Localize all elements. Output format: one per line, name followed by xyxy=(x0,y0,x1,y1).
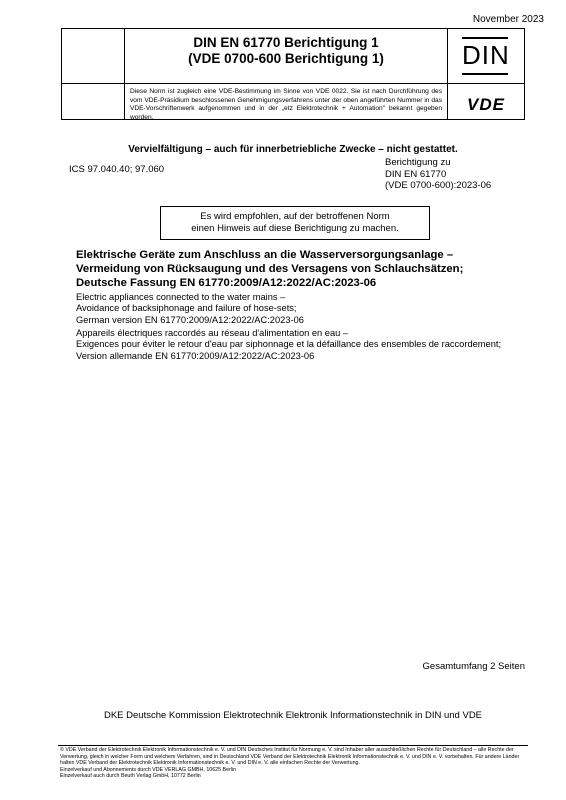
title-french-line1: Appareils électriques raccordés au réseau d'alimentation en eau – xyxy=(76,328,349,338)
header-box xyxy=(61,28,525,120)
recommendation-box xyxy=(160,206,430,240)
footer-sales-vde: Einzelverkauf und Abonnements durch VDE VERLAG GMBH, 10625 Berlin xyxy=(60,766,237,773)
header-divider-right xyxy=(447,29,448,119)
correction-line2: DIN EN 61770 xyxy=(385,168,447,180)
vde-notice: Diese Norm ist zugleich eine VDE-Bestimmung im Sinne von VDE 0022. Sie ist nach Durchführung des vom VDE-Präsidium beschlossenen Genehmigungsverfahrens unter der oben angeführten Nummer in das VDE-Vorschriftenwerk aufgenommen und in der „etz Elektrotechnik + Automation" bekannt gegeben worden. xyxy=(130,88,442,121)
footer xyxy=(60,747,530,780)
din-logo xyxy=(462,37,508,75)
footer-copyright: © VDE Verband der Elektrotechnik Elektronik Informationstechnik e. V. und DIN Deutsches Institut für Normung e. V. sind Inhaber aller ausschließlichen Rechte für Deutschland – alle Rechte der Verwertung, gleich in welcher Form und welchem Verfahren, sind in Deutschland VDE Verband der Elektrotechnik Elektronik Informationstechnik e. V. und DIN e. V. vorbehalten. Für andere Länder halten VDE Verband der Elektrotechnik Elektronik Informationstechnik e. V. und DIN e. V. alle einfachen Rechte der Verwertung. xyxy=(60,747,520,767)
publication-date: November 2023 xyxy=(472,14,544,25)
ics-code: ICS 97.040.40; 97.060 xyxy=(69,164,165,175)
dke-line: DKE Deutsche Kommission Elektrotechnik Elektronik Informationstechnik in DIN und VDE xyxy=(103,710,483,721)
title-english-line1: Electric appliances connected to the water mains – xyxy=(76,292,286,302)
din-logo-bottom-bar xyxy=(462,73,508,75)
document-title xyxy=(125,35,447,67)
title-english xyxy=(76,292,536,326)
correction-line1: Berichtigung zu xyxy=(385,157,451,168)
title-german xyxy=(76,248,536,290)
title-english-line2: Avoidance of backsiphonage and failure of hose-sets; xyxy=(76,303,297,314)
title-english-line3: German version EN 61770:2009/A12:2022/AC:2023-06 xyxy=(76,314,304,325)
title-german-line1: Elektrische Geräte zum Anschluss an die Wasserversorgungsanlage – xyxy=(76,249,454,261)
footer-divider xyxy=(58,745,528,746)
din-logo-top-bar xyxy=(462,37,508,39)
copy-notice: Vervielfältigung – auch für innerbetriebliche Zwecke – nicht gestattet. xyxy=(128,144,458,155)
title-german-line3: Deutsche Fassung EN 61770:2009/A12:2022/AC:2023-06 xyxy=(76,277,377,289)
correction-reference xyxy=(385,157,491,192)
title-german-line2: Vermeidung von Rücksaugung und des Versagens von Schlauchsätzen; xyxy=(76,263,464,275)
din-logo-text: DIN xyxy=(462,40,510,70)
document-title-line2: (VDE 0700-600 Berichtigung 1) xyxy=(188,51,384,66)
vde-logo: VDE xyxy=(467,95,505,114)
document-title-line1: DIN EN 61770 Berichtigung 1 xyxy=(193,35,379,50)
recommendation-line1: Es wird empfohlen, auf der betroffenen Norm xyxy=(200,211,390,222)
header-divider-horizontal xyxy=(62,83,524,84)
title-french xyxy=(76,328,546,362)
title-french-line3: Version allemande EN 61770:2009/A12:2022/AC:2023-06 xyxy=(76,350,315,361)
correction-line3: (VDE 0700-600):2023-06 xyxy=(385,180,492,191)
title-french-line2: Exigences pour éviter le retour d'eau par siphonnage et la défaillance des ensembles de raccordement; xyxy=(76,339,502,350)
footer-sales-beuth: Einzelverkauf auch durch Beuth Verlag GmbH, 10772 Berlin xyxy=(60,773,201,780)
total-pages: Gesamtumfang 2 Seiten xyxy=(422,661,525,672)
recommendation-line2: einen Hinweis auf diese Berichtigung zu machen. xyxy=(191,223,399,234)
